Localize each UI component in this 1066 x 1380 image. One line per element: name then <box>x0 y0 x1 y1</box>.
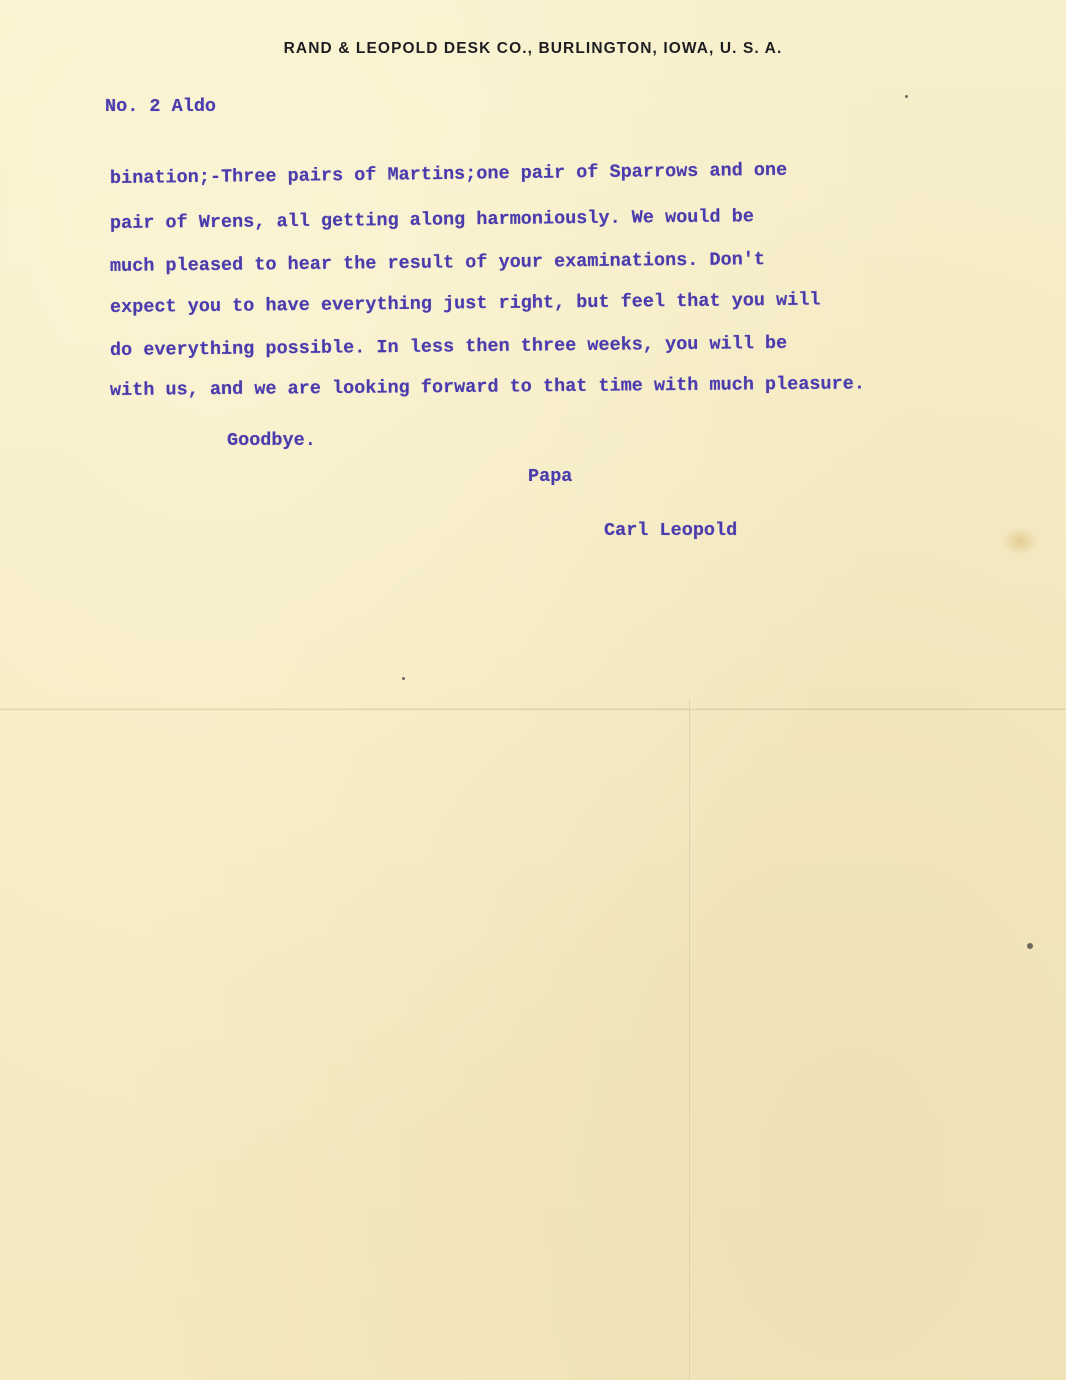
body-line: bination;-Three pairs of Martins;one pair of Sparrows and one <box>109 159 788 189</box>
signature-salutation: Papa <box>528 466 573 487</box>
signature-name: Carl Leopold <box>604 520 738 541</box>
letterhead: RAND & LEOPOLD DESK CO., BURLINGTON, IOWA, U. S. A. <box>283 40 783 57</box>
body-line: with us, and we are looking forward to that time with much pleasure. <box>109 373 866 401</box>
closing: Goodbye. <box>227 430 316 451</box>
body-line: do everything possible. In less then three weeks, you will be <box>109 332 788 361</box>
page-number: No. 2 Aldo <box>105 96 217 117</box>
body-line: pair of Wrens, all getting along harmoniously. We would be <box>109 206 754 234</box>
paper-stain <box>1003 528 1037 554</box>
body-line: much pleased to hear the result of your examinations. Don't <box>109 249 766 277</box>
body-line: expect you to have everything just right, but feel that you will <box>109 289 821 318</box>
vertical-fold <box>689 700 692 1380</box>
ink-spot <box>1027 943 1033 949</box>
horizontal-fold <box>0 708 1066 711</box>
ink-spot <box>402 677 405 680</box>
ink-spot <box>905 95 908 98</box>
